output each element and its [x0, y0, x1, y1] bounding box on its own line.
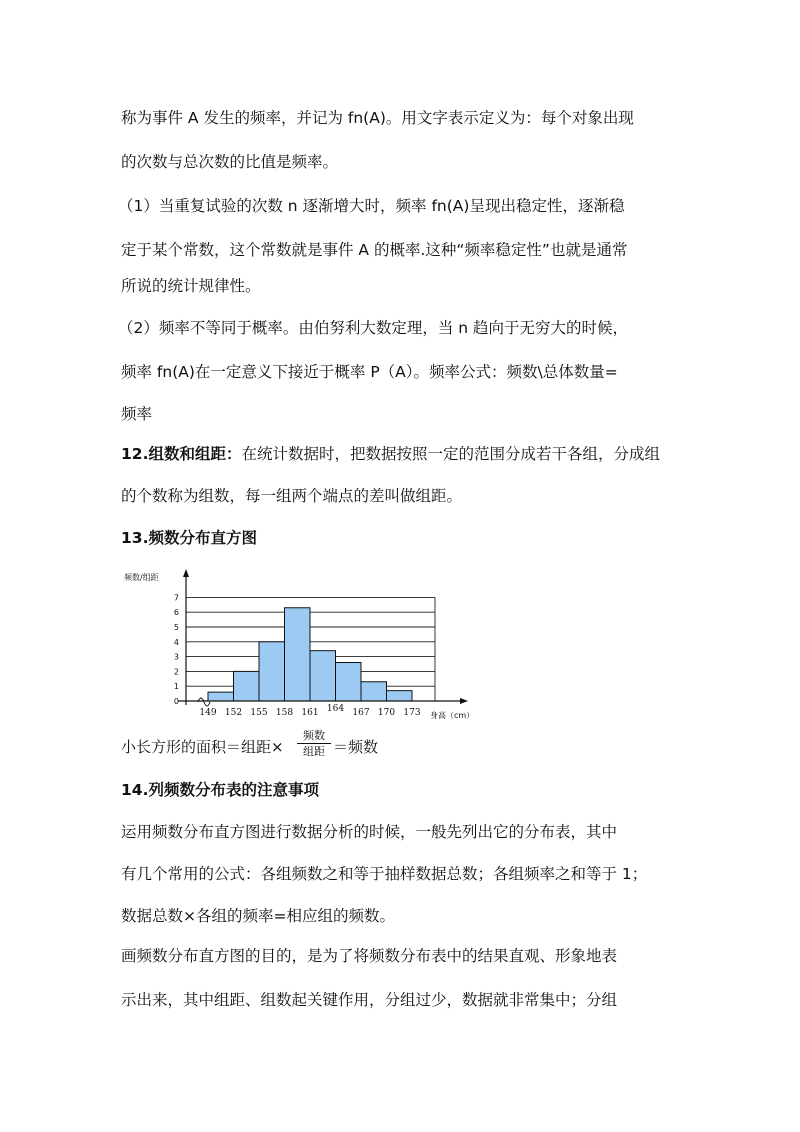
paragraph-line: 称为事件 A 发生的频率，并记为 fn(A)。用文字表示定义为：每个对象出现 — [121, 109, 634, 127]
histogram-bar — [234, 671, 260, 701]
histogram-bar — [387, 691, 413, 701]
formula-left: 小长方形的面积＝组距× — [121, 738, 284, 756]
paragraph-line: 频率 — [121, 405, 153, 423]
y-tick-label: 5 — [173, 623, 179, 632]
paragraph-line: 所说的统计规律性。 — [121, 277, 261, 295]
y-tick-label: 3 — [173, 652, 179, 662]
section-12-line-1 — [121, 444, 660, 464]
x-tick-label: 167 — [352, 708, 370, 718]
y-axis-arrow — [183, 569, 189, 577]
formula-numerator: 频数 — [297, 728, 331, 744]
histogram-bar — [310, 651, 336, 701]
x-axis-arrow — [460, 698, 468, 704]
y-tick-label: 0 — [173, 697, 179, 706]
x-tick-label: 164 — [326, 704, 345, 714]
y-tick-label: 4 — [173, 637, 179, 647]
x-tick-label: 173 — [403, 708, 421, 718]
section-12-line-2: 的个数称为组数，每一组两个端点的差叫做组距。 — [121, 487, 463, 505]
paragraph-line: （1）当重复试验的次数 n 逐渐增大时，频率 fn(A)呈现出稳定性，逐渐稳 — [118, 197, 625, 215]
y-tick-label: 2 — [173, 667, 179, 677]
section-14-heading: 14.列频数分布表的注意事项 — [121, 781, 319, 799]
x-tick-label: 170 — [377, 708, 396, 718]
paragraph-line: 定于某个常数，这个常数就是事件 A 的概率.这种“频率稳定性”也就是通常 — [121, 241, 628, 259]
histogram-bar — [361, 682, 387, 701]
section-12-text: 在统计数据时，把数据按照一定的范围分成若干各组，分成组 — [241, 445, 660, 463]
section-14-line: 示出来，其中组距、组数起关键作用，分组过少，数据就非常集中；分组 — [121, 991, 618, 1009]
x-tick-label: 155 — [250, 708, 268, 718]
y-tick-label: 6 — [173, 608, 179, 618]
section-13-heading: 13.频数分布直方图 — [121, 529, 257, 547]
x-tick-label: 152 — [224, 708, 243, 718]
y-axis-label: 频数/组距 — [124, 573, 159, 582]
section-14-line: 数据总数×各组的频率=相应组的频数。 — [121, 907, 395, 925]
area-formula — [121, 728, 421, 764]
section-12-heading: 12.组数和组距： — [121, 445, 242, 463]
paragraph-line: 的次数与总次数的比值是频率。 — [121, 153, 339, 171]
section-14-line: 运用频数分布直方图进行数据分析的时候，一般先列出它的分布表，其中 — [121, 823, 618, 841]
section-14-line: 有几个常用的公式：各组频数之和等于抽样数据总数；各组频率之和等于 1； — [121, 865, 648, 883]
x-axis-label: 身高（cm） — [430, 711, 475, 720]
histogram-bar — [208, 692, 234, 701]
y-tick-label: 1 — [173, 682, 179, 692]
paragraph-line: （2）频率不等同于概率。由伯努利大数定理，当 n 趋向于无穷大的时候， — [118, 319, 629, 337]
x-tick-label: 161 — [301, 708, 319, 718]
frequency-histogram — [118, 565, 518, 725]
section-14-line: 画频数分布直方图的目的，是为了将频数分布表中的结果直观、形象地表 — [121, 947, 618, 965]
y-tick-label: 7 — [173, 593, 179, 603]
x-tick-label: 149 — [199, 708, 217, 718]
paragraph-line: 频率 fn(A)在一定意义下接近于概率 P（A）。频率公式：频数\总体数量= — [121, 363, 618, 381]
formula-fraction — [297, 728, 331, 759]
histogram-bar — [259, 642, 285, 701]
x-tick-label: 158 — [275, 708, 294, 718]
histogram-bar — [285, 608, 311, 701]
histogram-bar — [336, 663, 362, 701]
formula-right: ＝频数 — [333, 738, 379, 756]
formula-denominator: 组距 — [303, 745, 325, 758]
